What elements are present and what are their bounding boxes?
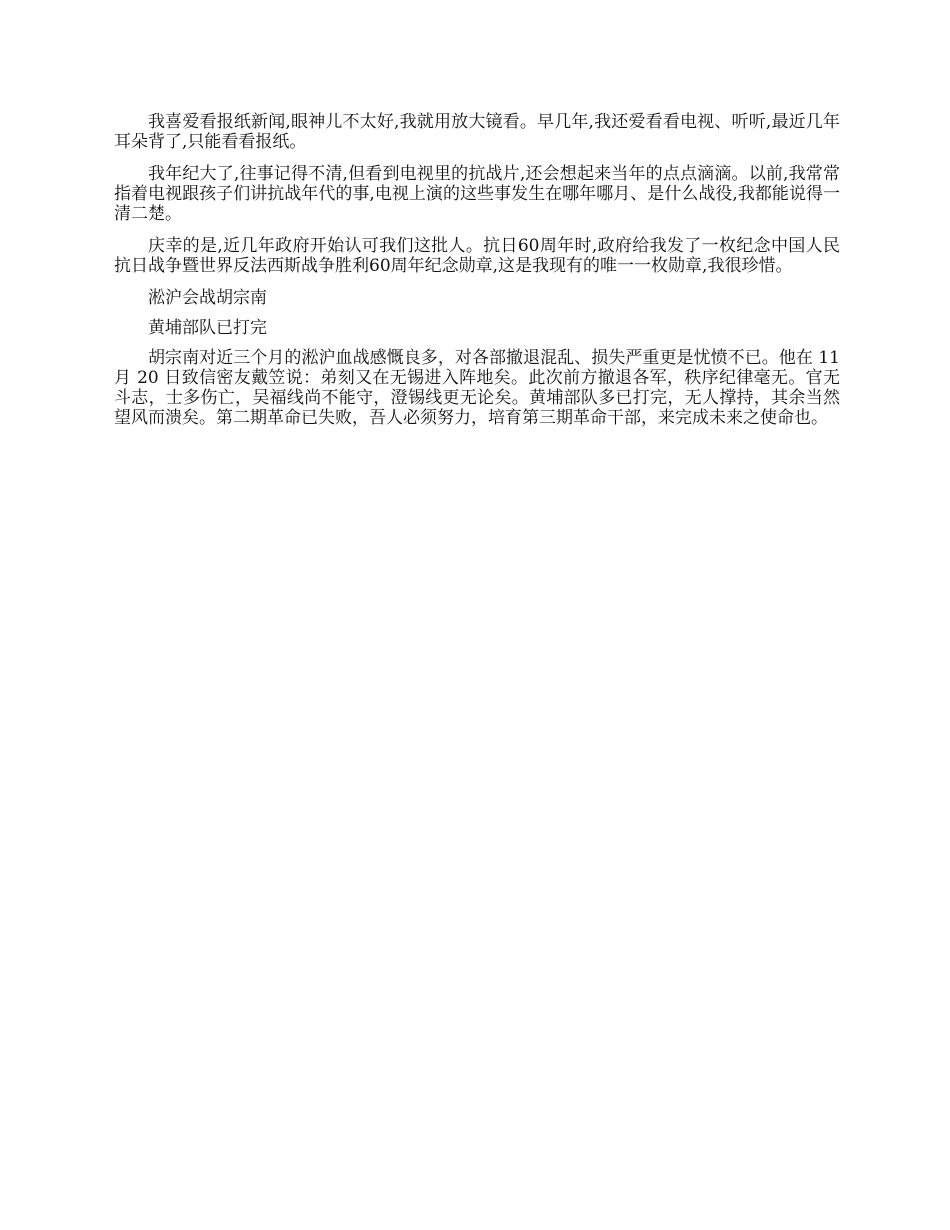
paragraph-hu-zongnan-letter: 胡宗南对近三个月的淞沪血战感慨良多，对各部撤退混乱、损失严重更是忧愤不已。他在 11 月 20 日致信密友戴笠说：弟刻又在无锡进入阵地矣。此次前方撤退各军，秩序纪律毫无。官无斗志，士多伤亡，吴福线尚不能守，澄锡线更无论矣。黄埔部队多已打完，无人撑持，其余当然望风而溃矣。第二期革命已失败，吾人必须努力，培育第三期革命干部，来完成未来之使命也。 (114, 348, 840, 428)
document-body (114, 112, 840, 440)
paragraph-medal: 庆幸的是,近几年政府开始认可我们这批人。抗日60周年时,政府给我发了一枚纪念中国人民抗日战争暨世界反法西斯战争胜利60周年纪念勋章,这是我现有的唯一一枚勋章,我很珍惜。 (114, 236, 840, 276)
paragraph-newspaper: 我喜爱看报纸新闻,眼神儿不太好,我就用放大镜看。早几年,我还爱看看电视、听听,最近几年耳朵背了,只能看看报纸。 (114, 112, 840, 152)
section-subheading-whampoa: 黄埔部队已打完 (148, 318, 267, 338)
section-heading-battle: 淞沪会战胡宗南 (148, 288, 267, 308)
paragraph-memories: 我年纪大了,往事记得不清,但看到电视里的抗战片,还会想起来当年的点点滴滴。以前,我常常指着电视跟孩子们讲抗战年代的事,电视上演的这些事发生在哪年哪月、是什么战役,我都能说得一清二楚。 (114, 164, 840, 224)
